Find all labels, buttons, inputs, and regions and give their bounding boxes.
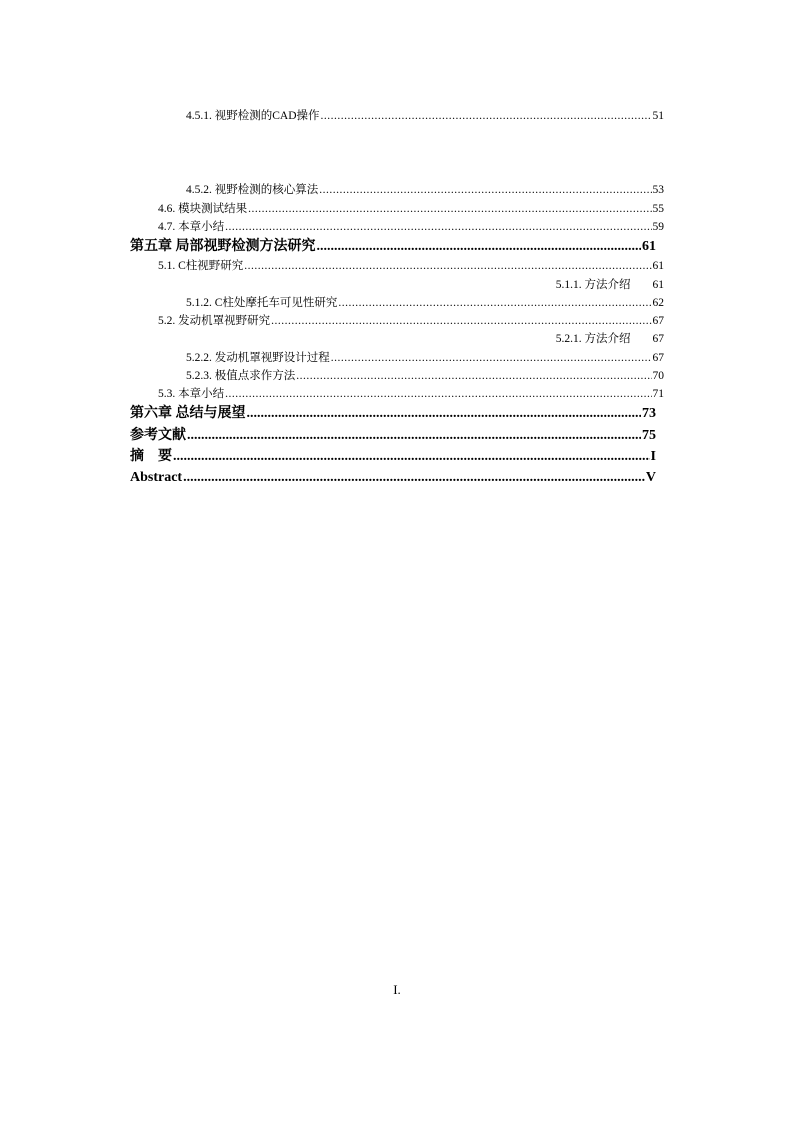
toc-title: 5.3. 本章小结 [158, 388, 225, 400]
toc-title: 5.2.3. 极值点求作方法 [186, 370, 296, 382]
toc-page-number: 73 [642, 406, 656, 421]
dot-leader [225, 386, 651, 402]
toc-page-number: 61 [642, 239, 656, 254]
toc-title: 4.7. 本章小结 [158, 221, 225, 233]
dot-leader [173, 447, 650, 466]
toc-page-number: 71 [652, 388, 664, 400]
toc-title: 5.2. 发动机罩视野研究 [158, 315, 271, 327]
toc-entry-4-5-1[interactable] [186, 108, 664, 124]
toc-title: 5.2.2. 发动机罩视野设计过程 [186, 352, 330, 364]
toc-entry-chapter-6[interactable] [130, 404, 656, 423]
dot-leader [319, 182, 651, 198]
toc-chapter-title: 第五章 局部视野检测方法研究 [130, 239, 316, 254]
toc-chapter-title: 参考文献 [130, 428, 186, 443]
dot-leader [244, 258, 651, 274]
toc-entry-5-1-2[interactable] [186, 295, 664, 311]
dot-leader [317, 237, 642, 256]
toc-page-number: 70 [652, 370, 664, 382]
toc-entry-4-5-2[interactable] [186, 182, 664, 198]
toc-page-number: 59 [652, 221, 664, 233]
toc-entry-5-1-1[interactable] [400, 277, 664, 293]
toc-entry-chapter-5[interactable] [130, 237, 656, 256]
dot-leader [225, 219, 651, 235]
toc-entry-5-2-2[interactable] [186, 350, 664, 366]
toc-title: 5.1.2. C柱处摩托车可见性研究 [186, 297, 338, 309]
toc-entry-references[interactable] [130, 426, 656, 445]
toc-page-number: 55 [652, 203, 664, 215]
toc-page-number: V [645, 470, 656, 485]
dot-leader [187, 426, 641, 445]
toc-entry-5-2-3[interactable] [186, 368, 664, 384]
toc-entry-5-2[interactable] [158, 313, 664, 329]
dot-leader [248, 201, 651, 217]
toc-title: 4.5.2. 视野检测的核心算法 [186, 184, 319, 196]
toc-page-number: 67 [652, 315, 664, 327]
toc-page-number: 67 [652, 352, 664, 364]
toc-entry-chinese-abstract[interactable] [130, 447, 656, 466]
dot-leader [247, 404, 642, 423]
toc-chapter-title: 摘 要 [130, 449, 172, 464]
toc-title: 4.6. 模块测试结果 [158, 203, 248, 215]
toc-entry-4-6[interactable] [158, 201, 664, 217]
dot-leader [338, 295, 651, 311]
toc-page-number: 67 [652, 333, 664, 345]
toc-title: 5.1. C柱视野研究 [158, 260, 244, 272]
toc-page-number: 53 [652, 184, 664, 196]
toc-page-number: 61 [652, 279, 664, 291]
toc-entry-5-1[interactable] [158, 258, 664, 274]
dot-leader [331, 350, 652, 366]
toc-entry-4-7[interactable] [158, 219, 664, 235]
toc-title: 5.1.1. 方法介绍 [555, 279, 631, 291]
toc-page-number: 75 [642, 428, 656, 443]
toc-entry-5-2-1[interactable] [400, 331, 664, 347]
toc-page-number: 61 [652, 260, 664, 272]
dot-leader [296, 368, 651, 384]
dot-leader [321, 108, 652, 124]
toc-page-number: I [650, 449, 656, 464]
toc-chapter-title: 第六章 总结与展望 [130, 406, 246, 421]
dot-leader [271, 313, 651, 329]
toc-entry-5-3[interactable] [158, 386, 664, 402]
dot-leader [183, 468, 645, 487]
toc-title: 4.5.1. 视野检测的CAD操作 [186, 110, 320, 122]
toc-page-number: 62 [652, 297, 664, 309]
toc-title: 5.2.1. 方法介绍 [555, 333, 631, 345]
toc-page-number: 51 [652, 110, 664, 122]
toc-chapter-title: Abstract [130, 470, 183, 485]
page-footer-number: I. [393, 982, 401, 997]
toc-entry-abstract[interactable] [130, 468, 656, 487]
